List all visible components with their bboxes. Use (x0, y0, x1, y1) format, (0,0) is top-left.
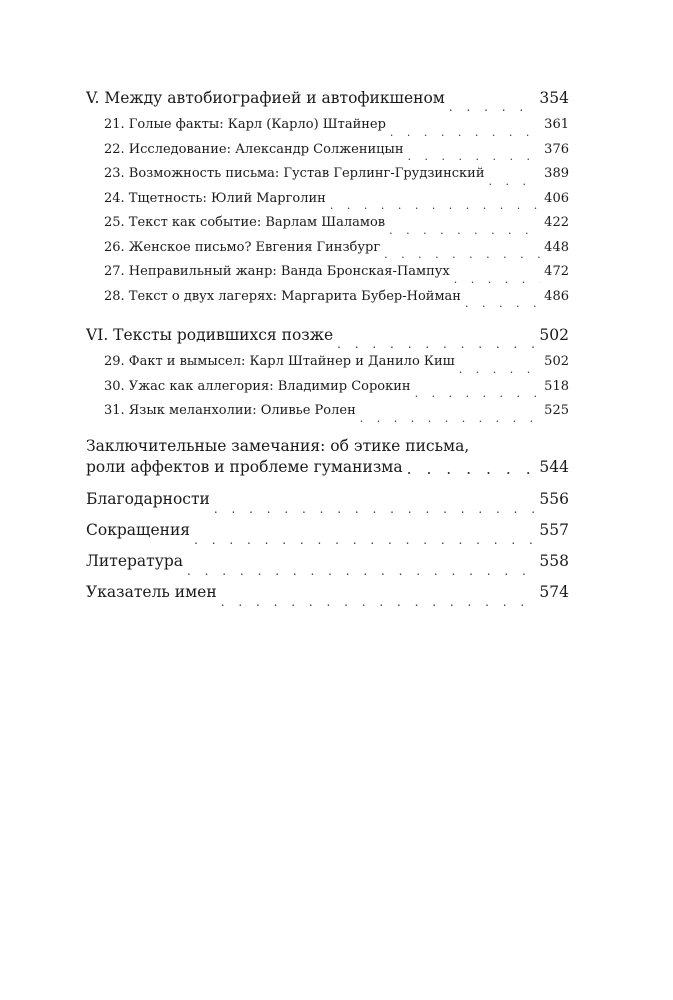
toc-chapter-entry[interactable] (86, 285, 569, 310)
toc-page-number: 472 (544, 264, 569, 279)
toc-part-entry[interactable] (86, 321, 569, 350)
table-of-contents (86, 84, 569, 608)
toc-page-number: 361 (544, 117, 569, 132)
toc-page-number: 406 (544, 190, 569, 206)
toc-page-number: 422 (544, 215, 569, 230)
toc-page-number: 486 (544, 288, 569, 304)
dot-leader (187, 565, 535, 577)
toc-page-number: 556 (539, 489, 569, 508)
toc-chapter-title: 23. Возможность письма: Густав Герлинг-Грудзинский (104, 166, 485, 181)
toc-chapter-title: 31. Язык меланхолии: Оливье Ролен (104, 403, 356, 418)
dot-leader (330, 200, 540, 211)
toc-part-title: V. Между автобиографией и автофикшеном (86, 89, 445, 107)
toc-conclusion-entry[interactable] (86, 436, 569, 478)
toc-chapter-title: 28. Текст о двух лагерях: Маргарита Бубер-Нойман (104, 288, 461, 304)
toc-back-matter-entry[interactable] (86, 484, 569, 515)
toc-section-title: Благодарности (86, 489, 210, 508)
toc-page-number: 502 (539, 326, 569, 344)
toc-chapter-entry[interactable] (86, 138, 569, 163)
toc-chapter-entry[interactable] (86, 399, 569, 424)
dot-leader (389, 225, 540, 236)
dot-leader (407, 462, 536, 478)
toc-page-number: 558 (539, 551, 569, 570)
toc-chapter-entry[interactable] (86, 260, 569, 285)
dot-leader (360, 413, 540, 424)
toc-page-number: 448 (544, 239, 569, 255)
dot-leader (408, 151, 541, 162)
dot-leader (415, 388, 541, 399)
toc-page-number: 389 (544, 166, 569, 181)
toc-chapter-title: 30. Ужас как аллегория: Владимир Сорокин (104, 378, 411, 394)
spacer (86, 309, 569, 321)
toc-conclusion-title-line1: Заключительные замечания: об этике письма, (86, 436, 470, 455)
dot-leader (454, 274, 540, 285)
toc-chapter-entry[interactable] (86, 350, 569, 375)
toc-chapter-entry[interactable] (86, 162, 569, 187)
dot-leader (384, 249, 540, 260)
toc-part-entry[interactable] (86, 84, 569, 113)
dot-leader (221, 596, 536, 608)
dot-leader (214, 503, 536, 515)
toc-section-title: Сокращения (86, 520, 191, 539)
toc-page-number: 574 (539, 582, 569, 601)
spacer (86, 424, 569, 436)
toc-back-matter-entry[interactable] (86, 515, 569, 546)
toc-chapter-entry[interactable] (86, 113, 569, 138)
toc-section-title: Указатель имен (86, 582, 217, 601)
toc-chapter-entry[interactable] (86, 375, 569, 400)
toc-conclusion-title-line2: роли аффектов и проблеме гуманизма (86, 457, 403, 476)
toc-chapter-title: 26. Женское письмо? Евгения Гинзбург (104, 239, 381, 255)
dot-leader (390, 127, 540, 138)
dot-leader (459, 364, 540, 375)
dot-leader (489, 176, 541, 187)
toc-chapter-entry[interactable] (86, 211, 569, 236)
toc-chapter-title: 29. Факт и вымысел: Карл Штайнер и Данило Киш (104, 354, 455, 369)
toc-chapter-title: 24. Тщетность: Юлий Марголин (104, 190, 326, 206)
toc-page-number: 518 (544, 378, 569, 394)
toc-page-number: 376 (544, 141, 569, 157)
toc-page-number: 525 (544, 403, 569, 418)
toc-chapter-title: 22. Исследование: Александр Солженицын (104, 141, 404, 157)
toc-chapter-title: 27. Неправильный жанр: Ванда Бронская-Пампух (104, 264, 450, 279)
toc-page-number: 502 (544, 354, 569, 369)
dot-leader (194, 534, 535, 546)
dot-leader (465, 298, 540, 309)
toc-chapter-entry[interactable] (86, 187, 569, 212)
toc-chapter-title: 25. Текст как событие: Варлам Шаламов (104, 215, 386, 230)
dot-leader (337, 338, 535, 350)
dot-leader (449, 101, 536, 113)
toc-back-matter-entry[interactable] (86, 577, 569, 608)
toc-back-matter-entry[interactable] (86, 546, 569, 577)
toc-page-number: 544 (539, 457, 569, 476)
toc-chapter-title: 21. Голые факты: Карл (Карло) Штайнер (104, 117, 386, 132)
toc-section-title: Литература (86, 551, 184, 570)
toc-page-number: 557 (539, 520, 569, 539)
toc-chapter-entry[interactable] (86, 236, 569, 261)
toc-part-title: VI. Тексты родившихся позже (86, 326, 334, 344)
toc-page-number: 354 (539, 89, 569, 107)
